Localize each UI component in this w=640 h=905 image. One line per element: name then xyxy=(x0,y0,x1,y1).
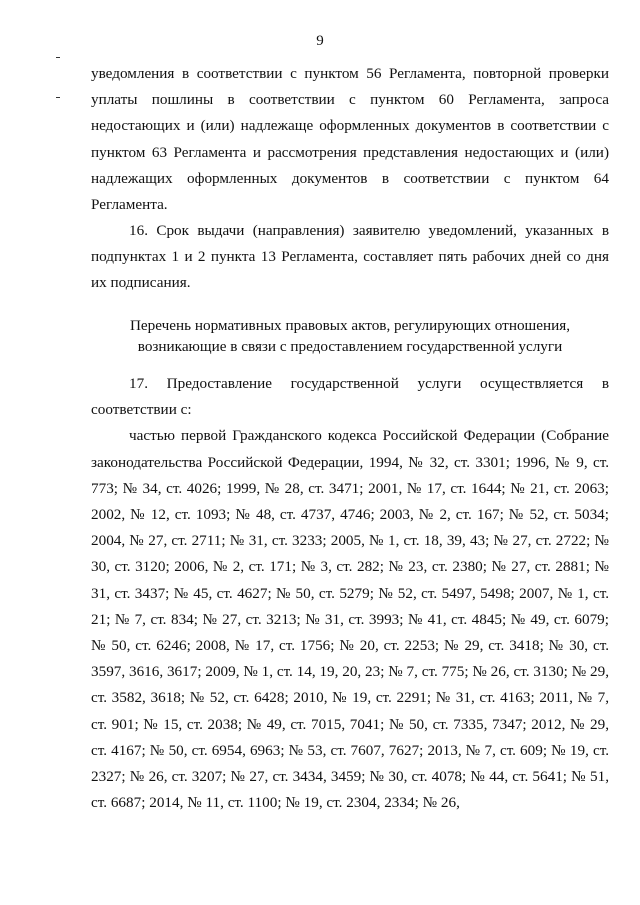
section-heading-line-2: возникающие в связи с предоставлением государственной услуги xyxy=(137,338,563,355)
scan-mark xyxy=(56,57,60,58)
paragraph-continuation-block xyxy=(91,61,609,218)
paragraph-17-block xyxy=(91,371,609,816)
paragraph-16-block xyxy=(91,218,609,297)
page-number: 9 xyxy=(316,33,324,49)
paragraph-17: 17. Предоставление государственной услуги осуществляется в соответствии с: xyxy=(91,375,609,419)
paragraph-continuation: уведомления в соответствии с пунктом 56 Регламента, повторной проверки уплаты пошлины в соответствии с пунктом 60 Регламента, запроса недостающих и (или) надлежаще оформленных документов в соответствии с пунктом 63 Регламента и рассмотрения представления недостающих и (или) надлежащих оформленных документов в соответствии с пунктом 64 Регламента. xyxy=(91,65,609,214)
section-heading-line-1: Перечень нормативных правовых актов, регулирующих отношения, xyxy=(129,317,571,334)
scan-mark xyxy=(56,97,60,98)
section-heading xyxy=(91,315,609,357)
paragraph-16: 16. Срок выдачи (направления) заявителю уведомлений, указанных в подпунктах 1 и 2 пункта 13 Регламента, составляет пять рабочих дней со дня их подписания. xyxy=(91,222,609,292)
paragraph-civil-code: частью первой Гражданского кодекса Российской Федерации (Собрание законодательства Российской Федерации, 1994, № 32, ст. 3301; 1996, № 9, ст. 773; № 34, ст. 4026; 1999, № 28, ст. 3471; 2001, № 17, ст. 1644; № 21, ст. 2063; 2002, № 12, ст. 1093; № 48, ст. 4737, 4746; 2003, № 2, ст. 167; № 52, ст. 5034; 2004, № 27, ст. 2711; № 31, ст. 3233; 2005, № 1, ст. 18, 39, 43; № 27, ст. 2722; № 30, ст. 3120; 2006, № 2, ст. 171; № 3, ст. 282; № 23, ст. 2380; № 27, ст. 2881; № 31, ст. 3437; № 45, ст. 4627; № 50, ст. 5279; № 52, ст. 5497, 5498; 2007, № 1, ст. 21; № 7, ст. 834; № 27, ст. 3213; № 31, ст. 3993; № 41, ст. 4845; № 49, ст. 6079; № 50, ст. 6246; 2008, № 17, ст. 1756; № 20, ст. 2253; № 29, ст. 3418; № 30, ст. 3597, 3616, 3617; 2009, № 1, ст. 14, 19, 20, 23; № 7, ст. 775; № 26, ст. 3130; № 29, ст. 3582, 3618; № 52, ст. 6428; 2010, № 19, ст. 2291; № 31, ст. 4163; 2011, № 7, ст. 901; № 15, ст. 2038; № 49, ст. 7015, 7041; № 50, ст. 7335, 7347; 2012, № 29, ст. 4167; № 50, ст. 6954, 6963; № 53, ст. 7607, 7627; 2013, № 7, ст. 609; № 19, ст. 2327; № 26, ст. 3207; № 27, ст. 3434, 3459; № 30, ст. 4078; № 44, ст. 5641; № 51, ст. 6687; 2014, № 11, ст. 1100; № 19, ст. 2304, 2334; № 26, xyxy=(91,427,609,812)
